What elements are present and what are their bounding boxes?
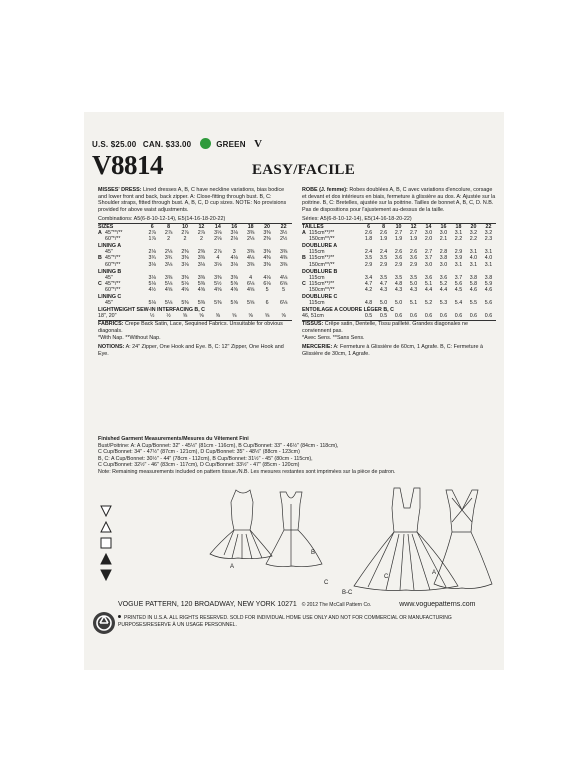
- yardage-value: 2.2: [469, 236, 478, 243]
- yardage-value: 3.7: [424, 255, 433, 262]
- recycle-icon: [93, 612, 115, 634]
- yardage-value: 4.7: [379, 280, 388, 287]
- yardage-value: 2⅞: [181, 230, 189, 237]
- yardage-value: 3.1: [484, 261, 493, 268]
- yardage-value: 0.6: [394, 313, 403, 320]
- yardage-value: 5⅝: [230, 280, 238, 287]
- drawing-label: C: [324, 580, 329, 586]
- yardage-value: ⅝: [199, 313, 204, 320]
- fabric-width: 18", 20": [98, 313, 117, 320]
- size-header: 16: [440, 223, 447, 230]
- technical-drawings: [196, 486, 496, 598]
- yardage-value: 5.3: [439, 300, 448, 307]
- interfacing-label: LIGHTWEIGHT SEW-IN INTERFACING B, C: [98, 307, 206, 314]
- view-letter: C: [302, 280, 306, 287]
- size-header: 20: [264, 223, 270, 230]
- yardage-value: 4.6: [484, 286, 493, 293]
- yardage-value: ½: [149, 313, 155, 320]
- finished-line: Bust/Poitrine: A: A Cup/Bonnet: 32" - 45½" (81cm - 116cm), B Cup/Bonnet: 33" - 46½" (84cm - 118cm),: [98, 442, 339, 449]
- section-row: [302, 293, 496, 300]
- yardage-value: 5.5: [469, 300, 478, 307]
- yardage-value: 4⅝: [181, 286, 189, 293]
- yardage-value: 3.8: [484, 274, 493, 281]
- yardage-value: ⅝: [281, 313, 286, 320]
- fabric-width: 45": [105, 300, 113, 307]
- yardage-value: 5⅝: [246, 300, 255, 307]
- yardage-value: 1⅞: [148, 236, 156, 243]
- yardage-value: 3⅜: [279, 249, 288, 256]
- yardage-value: 2.9: [394, 261, 403, 268]
- yardage-value: 3⅛: [214, 230, 222, 237]
- yardage-value: 5.9: [484, 280, 493, 287]
- yardage-value: ½: [166, 313, 171, 320]
- yardage-value: 3½: [279, 230, 288, 237]
- yardage-value: 5.2: [439, 280, 448, 287]
- yardage-value: 5: [265, 286, 269, 293]
- yardage-value: 4⅛: [263, 274, 271, 281]
- yardage-value: 3⅛: [197, 261, 206, 268]
- yardage-value: 4.6: [469, 286, 478, 293]
- yardage-value: 1.9: [394, 236, 403, 243]
- dress-c-front-drawing: [354, 488, 458, 591]
- yardage-value: 5.1: [424, 280, 433, 287]
- yardage-table-en: [98, 224, 292, 319]
- finished-line: C Cup/Bonnet: 32½" - 46" (83cm - 117cm), D Cup/Bonnet: 33½" - 47" (85cm - 120cm): [98, 462, 300, 468]
- yardage-value: 2⅛: [164, 249, 173, 256]
- drawing-label: B: [311, 550, 316, 556]
- yardage-value: 3⅜: [214, 274, 222, 281]
- fabric-width: 115cm**/**: [309, 230, 335, 237]
- yardage-value: 0.6: [484, 313, 493, 320]
- yardage-value: 3.5: [379, 255, 388, 262]
- yardage-value: 3⅜: [164, 274, 173, 281]
- yardage-value: 3.2: [484, 230, 493, 237]
- fabric-width: 45"*/**: [105, 255, 121, 262]
- color-dot-icon: [200, 138, 211, 149]
- yardage-value: 5.2: [424, 300, 433, 307]
- yardage-value: ⅝: [182, 313, 188, 320]
- yardage-value: 5: [282, 286, 286, 293]
- size-header: 12: [410, 223, 417, 230]
- fabric-width: 115cm**/**: [309, 280, 335, 287]
- fabric-width: 115cm: [309, 300, 325, 307]
- size-header: 14: [425, 223, 432, 230]
- yardage-value: 4⅝: [246, 286, 255, 293]
- yardage-value: 3.8: [439, 255, 448, 262]
- yardage-value: 6⅛: [279, 300, 288, 307]
- yardage-value: 5.6: [484, 300, 493, 307]
- yardage-value: 1.9: [379, 236, 388, 243]
- size-header: 6: [150, 223, 154, 230]
- section-row: [98, 268, 292, 275]
- sizes-label: SIZES: [98, 223, 114, 230]
- section-row: [302, 242, 496, 249]
- fabric-width: 115cm: [309, 249, 325, 256]
- yardage-value: 6⅛: [263, 280, 271, 287]
- yardage-value: 0.5: [364, 313, 373, 320]
- yardage-value: ⅝: [248, 313, 253, 320]
- yardage-value: 3.0: [439, 261, 448, 268]
- yardage-value: 2⅜: [197, 249, 206, 256]
- yardage-value: ⅝: [232, 313, 237, 320]
- yardage-value: 4.8: [394, 280, 403, 287]
- footer-website: www.voguepatterns.com: [399, 601, 476, 608]
- view-letter: B: [98, 255, 102, 262]
- yardage-value: 2⅞: [164, 230, 173, 237]
- yardage-value: 3⅜: [181, 274, 189, 281]
- yardage-value: 4.4: [424, 286, 433, 293]
- yardage-value: 4.0: [484, 255, 493, 262]
- yardage-value: 3¾: [164, 255, 173, 262]
- yardage-value: 2⅜: [263, 236, 271, 243]
- fabric-width: 150cm**/**: [309, 236, 335, 243]
- footer-legal: PRINTED IN U.S.A. ALL RIGHTS RESERVED. SOLD FOR INDIVIDUAL HOME USE ONLY AND NOT FOR COMMERCIAL OR MANUFACTURING PURPOSES/RESERVE À UN USAGE PERSONNEL.: [118, 615, 452, 629]
- size-header: 8: [382, 223, 386, 230]
- yardage-value: 5⅛: [164, 300, 173, 307]
- size-header: 6: [367, 223, 371, 230]
- yardage-value: 2.3: [484, 236, 493, 243]
- drawing-label: B-C: [342, 590, 353, 596]
- section-label: DOUBLURE B: [302, 268, 338, 275]
- yardage-value: 3.5: [394, 274, 403, 281]
- yardage-value: 5.8: [469, 280, 478, 287]
- fabric-width: 45"*/**: [105, 280, 121, 287]
- fabric-width: 115cm**/**: [309, 255, 335, 262]
- yardage-value: 4: [249, 274, 253, 281]
- yardage-value: 2.6: [379, 230, 388, 237]
- french-column: [302, 187, 496, 357]
- yardage-value: 3⅛: [230, 230, 238, 237]
- yardage-value: 4.3: [394, 286, 403, 293]
- triangle-up-filled-icon: [100, 553, 112, 565]
- yardage-value: 2.2: [454, 236, 463, 243]
- yardage-value: 2⅛: [246, 236, 255, 243]
- yardage-value: 6⅝: [279, 280, 288, 287]
- fabric-width: 115cm: [309, 274, 325, 281]
- section-label: DOUBLURE C: [302, 294, 338, 300]
- fabric-width: 46, 51cm: [302, 313, 324, 320]
- yardage-value: 3.0: [439, 230, 448, 237]
- yardage-value: 4⅛: [230, 255, 238, 262]
- yardage-value: 5.0: [394, 300, 403, 307]
- yardage-value: 5⅜: [214, 300, 222, 307]
- yardage-value: 5.4: [454, 300, 463, 307]
- yardage-value: 0.6: [409, 313, 418, 320]
- difficulty-label: EASY/FACILE: [252, 162, 356, 178]
- yardage-value: 3⅜: [246, 230, 255, 237]
- yardage-value: 3⅜: [246, 261, 255, 268]
- yardage-value: 3⅜: [263, 230, 271, 237]
- yardage-value: 3.1: [454, 230, 463, 237]
- yardage-value: 2⅛: [148, 249, 156, 256]
- fabric-width: 45": [105, 249, 113, 256]
- square-icon: [100, 537, 112, 549]
- yardage-value: ⅝: [215, 313, 221, 320]
- size-header: 20: [470, 223, 477, 230]
- yardage-value: 3⅜: [181, 255, 189, 262]
- size-header: 22: [280, 223, 287, 230]
- yardage-value: 3.5: [379, 274, 388, 281]
- section-row: [98, 242, 292, 249]
- color-label: GREEN: [216, 140, 246, 149]
- yardage-value: 2.8: [439, 249, 448, 256]
- size-header: 18: [247, 223, 254, 230]
- yardage-value: 2½: [279, 236, 288, 243]
- yardage-value: 3.0: [424, 230, 433, 237]
- yardage-value: 6⅛: [246, 280, 255, 287]
- yardage-value: 3.7: [454, 274, 463, 281]
- view-letter: A: [98, 230, 102, 237]
- fabric-width: 60"*/**: [105, 236, 121, 243]
- yardage-value: 2.7: [394, 230, 403, 237]
- yardage-value: 5.1: [409, 300, 418, 307]
- yardage-value: 5⅛: [164, 280, 173, 287]
- fabric-width: 45"**/**: [105, 230, 123, 237]
- yardage-value: 4⅛: [246, 255, 255, 262]
- yardage-value: 5⅜: [181, 300, 189, 307]
- notions-en: NOTIONS: A: 24" Zipper, One Hook and Eye. B, C: 12" Zipper, One Hook and Eye.: [98, 344, 284, 357]
- yardage-value: 2⅞: [197, 230, 206, 237]
- yardage-value: 2⅞: [214, 249, 222, 256]
- section-label: DOUBLURE A: [302, 243, 338, 250]
- section-row: [302, 268, 496, 275]
- yardage-value: 2⅛: [230, 236, 238, 243]
- yardage-value: 0.6: [439, 313, 448, 320]
- section-label: LINING C: [98, 294, 122, 300]
- bullet-icon: [118, 615, 121, 618]
- fabric-width: 45": [105, 274, 113, 281]
- section-label: LINING B: [98, 268, 122, 275]
- footer-address-line: [118, 601, 475, 608]
- yardage-value: 3: [232, 249, 236, 256]
- yardage-value: 5.6: [454, 280, 463, 287]
- yardage-value: 4.3: [409, 286, 418, 293]
- yardage-value: 4⅝: [230, 286, 238, 293]
- interfacing-label: ENTOILAGE A COUDRE LÉGER B, C: [302, 307, 394, 314]
- triangle-up-icon: [100, 521, 112, 533]
- combinations-fr: Séries: A5(6-8-10-12-14), E5(14-16-18-20-22): [302, 216, 412, 223]
- yardage-value: 4⅜: [263, 255, 271, 262]
- size-header: 8: [167, 223, 171, 230]
- view-letter: B: [302, 255, 306, 262]
- yardage-value: 4.3: [379, 286, 388, 293]
- yardage-value: 2.4: [364, 249, 373, 256]
- view-letter: A: [302, 230, 306, 237]
- price-line: [92, 138, 262, 150]
- yardage-value: 3.0: [424, 261, 433, 268]
- yardage-value: 3⅛: [214, 261, 222, 268]
- finished-title: Finished Garment Measurements/Mesures du Vêtement Fini: [98, 436, 249, 442]
- yardage-value: 4.8: [364, 300, 373, 307]
- yardage-value: 2.6: [409, 249, 418, 256]
- yardage-value: 4⅝: [164, 286, 173, 293]
- size-header: 10: [182, 223, 188, 230]
- yardage-value: 0.6: [469, 313, 478, 320]
- yardage-value: 2.9: [454, 249, 463, 256]
- yardage-value: 5½: [214, 280, 222, 287]
- nap-note-en: *With Nap. **Without Nap.: [98, 334, 161, 341]
- english-column: [98, 187, 292, 357]
- yardage-value: 2.1: [439, 236, 448, 243]
- table-row: [98, 313, 292, 319]
- yardage-value: 5.0: [379, 300, 388, 307]
- sizes-label: TAILLES: [302, 223, 324, 230]
- notions-fr: MERCERIE: A: Fermeture à Glissière de 60cm, 1 Agrafe. B, C: Fermeture à Glissière de 30cm, 1 Agrafe.: [302, 344, 483, 357]
- size-header: 14: [214, 223, 221, 230]
- description-en: MISSES' DRESS: Lined dresses A, B, C have neckline variations, bias bodice and lower front and back, back zipper. A: Close-fitting through bust. B, C: Shoulder straps, fitted through bust. A, B, C, D cup sizes. NOTE: No provisions provided for above waist adjustments.: [98, 187, 287, 213]
- description-fr: ROBE (J. femme): Robes doublées A, B, C avec variations d'encolure, corsage et devant et dos intérieurs en biais, fermeture à glissière au dos. A: Ajustée sur la poitrine. B, C: Bretelles, ajustée sur la poitrine. Tailles de bonnet A, B, C, D. N.B. Pas de dispositions pour l'ajustement au-dessus de la taille.: [302, 187, 496, 213]
- yardage-value: 4.7: [364, 280, 373, 287]
- yardage-value: 3.6: [409, 255, 418, 262]
- yardage-value: 0.6: [424, 313, 433, 320]
- interfacing-row: [302, 306, 496, 313]
- yardage-value: 3⅜: [246, 249, 255, 256]
- yardage-value: 3⅛: [164, 261, 173, 268]
- yardage-value: 3.8: [469, 274, 478, 281]
- yardage-value: 2.6: [364, 230, 373, 237]
- size-header: 12: [198, 223, 205, 230]
- yardage-value: 4.0: [469, 255, 478, 262]
- yardage-value: 3⅛: [181, 261, 189, 268]
- pattern-number: V8814: [92, 150, 163, 180]
- fabric-width: 60"*/**: [105, 286, 121, 293]
- yardage-value: 3⅜: [197, 255, 206, 262]
- yardage-value: 6: [265, 300, 269, 307]
- drawing-label: C: [384, 574, 389, 580]
- yardage-value: 3.1: [484, 249, 493, 256]
- fabrics-en: FABRICS: Crepe Back Satin, Lace, Sequined Fabrics. Unsuitable for obvious diagonals.: [98, 321, 283, 334]
- yardage-value: 2.7: [409, 230, 418, 237]
- combinations-en: Combinations: A5(6-8-10-12-14), E5(14-16-18-20-22): [98, 216, 226, 223]
- yardage-value: 4: [216, 255, 220, 262]
- view-letter: C: [98, 280, 102, 287]
- yardage-table-fr: [302, 224, 496, 319]
- dress-a-front-drawing: [210, 490, 272, 559]
- yardage-value: 2.9: [364, 261, 373, 268]
- finished-line: C Cup/Bonnet: 34" - 47½" (87cm - 121cm), D Cup/Bonnet: 35" - 48½" (88cm - 123cm): [98, 449, 300, 455]
- finished-line: Note: Remaining measurements included on pattern tissue./N.B. Les mesures restantes sont imprimées sur la pièce de patron.: [98, 468, 396, 475]
- fabrics-fr: TISSUS: Crêpe satin, Dentelle, Tissu pailleté. Grandes diagonales ne conviennent pas.: [302, 321, 469, 334]
- footer-address: VOGUE PATTERN, 120 BROADWAY, NEW YORK 10271: [118, 601, 297, 608]
- yardage-value: 0.5: [379, 313, 388, 320]
- yardage-value: 5⅜: [197, 300, 206, 307]
- yardage-value: 3.6: [424, 274, 433, 281]
- drawing-label: A: [230, 564, 235, 570]
- yardage-value: 2: [183, 236, 187, 243]
- brand-mark: V: [254, 138, 263, 150]
- yardage-value: 4.2: [364, 286, 373, 293]
- yardage-value: 5⅜: [197, 280, 206, 287]
- yardage-value: 3.5: [409, 274, 418, 281]
- yardage-value: 3⅛: [148, 261, 156, 268]
- fabric-width: 150cm**/**: [309, 286, 335, 293]
- fabric-width: 150cm**/**: [309, 261, 335, 268]
- triangle-down-icon: [100, 505, 112, 517]
- finished-measurements: [98, 436, 496, 475]
- yardage-value: 3⅛: [148, 274, 156, 281]
- dress-c-back-drawing: [434, 490, 492, 589]
- yardage-value: 5⅛: [148, 280, 156, 287]
- yardage-value: 3⅜: [279, 261, 288, 268]
- yardage-value: 4⅜: [279, 255, 288, 262]
- yardage-value: 3¾: [148, 255, 156, 262]
- yardage-value: 4⅝: [214, 286, 222, 293]
- footer-copyright: © 2012 The McCall Pattern Co.: [301, 602, 372, 608]
- yardage-value: 3.1: [454, 261, 463, 268]
- yardage-value: 2.0: [424, 236, 433, 243]
- yardage-value: 3.6: [394, 255, 403, 262]
- size-header: 16: [231, 223, 238, 230]
- yardage-value: 3.1: [469, 261, 478, 268]
- yardage-value: 2: [199, 236, 203, 243]
- yardage-value: 3⅜: [263, 261, 271, 268]
- price-can: CAN. $33.00: [142, 140, 192, 149]
- yardage-value: ⅝: [264, 313, 270, 320]
- yardage-value: 2⅞: [148, 230, 156, 237]
- yardage-value: 4.4: [439, 286, 448, 293]
- table-row: [302, 313, 496, 319]
- size-header: 10: [395, 223, 402, 230]
- yardage-value: 3⅜: [197, 274, 206, 281]
- interfacing-row: [98, 306, 292, 313]
- yardage-value: 1.8: [364, 236, 373, 243]
- yardage-value: 3.9: [454, 255, 463, 262]
- yardage-value: 3⅜: [230, 274, 238, 281]
- size-header: 22: [485, 223, 492, 230]
- triangle-down-filled-icon: [100, 569, 112, 581]
- yardage-value: 3⅜: [263, 249, 271, 256]
- yardage-value: 5⅛: [181, 280, 189, 287]
- yardage-value: 2⅛: [214, 236, 222, 243]
- section-label: LINING A: [98, 243, 122, 250]
- yardage-value: 3.6: [439, 274, 448, 281]
- yardage-value: 5⅛: [148, 300, 156, 307]
- yardage-value: 2.6: [394, 249, 403, 256]
- yardage-value: 0.6: [454, 313, 463, 320]
- yardage-value: 2.7: [424, 249, 433, 256]
- price-usd: U.S. $25.00: [92, 140, 137, 149]
- size-header: 18: [455, 223, 462, 230]
- yardage-value: 3⅛: [230, 261, 238, 268]
- yardage-value: 3.4: [364, 274, 373, 281]
- yardage-value: 4.5: [454, 286, 463, 293]
- yardage-value: 2.9: [379, 261, 388, 268]
- yardage-value: 3.5: [364, 255, 373, 262]
- yardage-value: 5.0: [409, 280, 418, 287]
- yardage-value: 5⅝: [230, 300, 238, 307]
- yardage-value: 3.2: [469, 230, 478, 237]
- yardage-value: 2.9: [409, 261, 418, 268]
- yardage-value: 4½: [148, 286, 156, 293]
- section-row: [98, 293, 292, 300]
- yardage-value: 3.1: [469, 249, 478, 256]
- yardage-value: 4⅝: [197, 286, 206, 293]
- finished-line: B, C: A Cup/Bonnet: 30½" - 44" (78cm - 112cm), B Cup/Bonnet: 31½" - 45" (80cm - 115cm),: [98, 455, 313, 462]
- yardage-value: 4⅛: [279, 274, 288, 281]
- fabric-width: 60"*/**: [105, 261, 121, 268]
- yardage-value: 2: [167, 236, 171, 243]
- nap-note-fr: *Avec Sens. **Sans Sens.: [302, 334, 365, 341]
- yardage-value: 1.9: [409, 236, 418, 243]
- yardage-value: 2.4: [379, 249, 388, 256]
- yardage-value: 2⅜: [181, 249, 189, 256]
- drawing-label: A: [432, 570, 437, 576]
